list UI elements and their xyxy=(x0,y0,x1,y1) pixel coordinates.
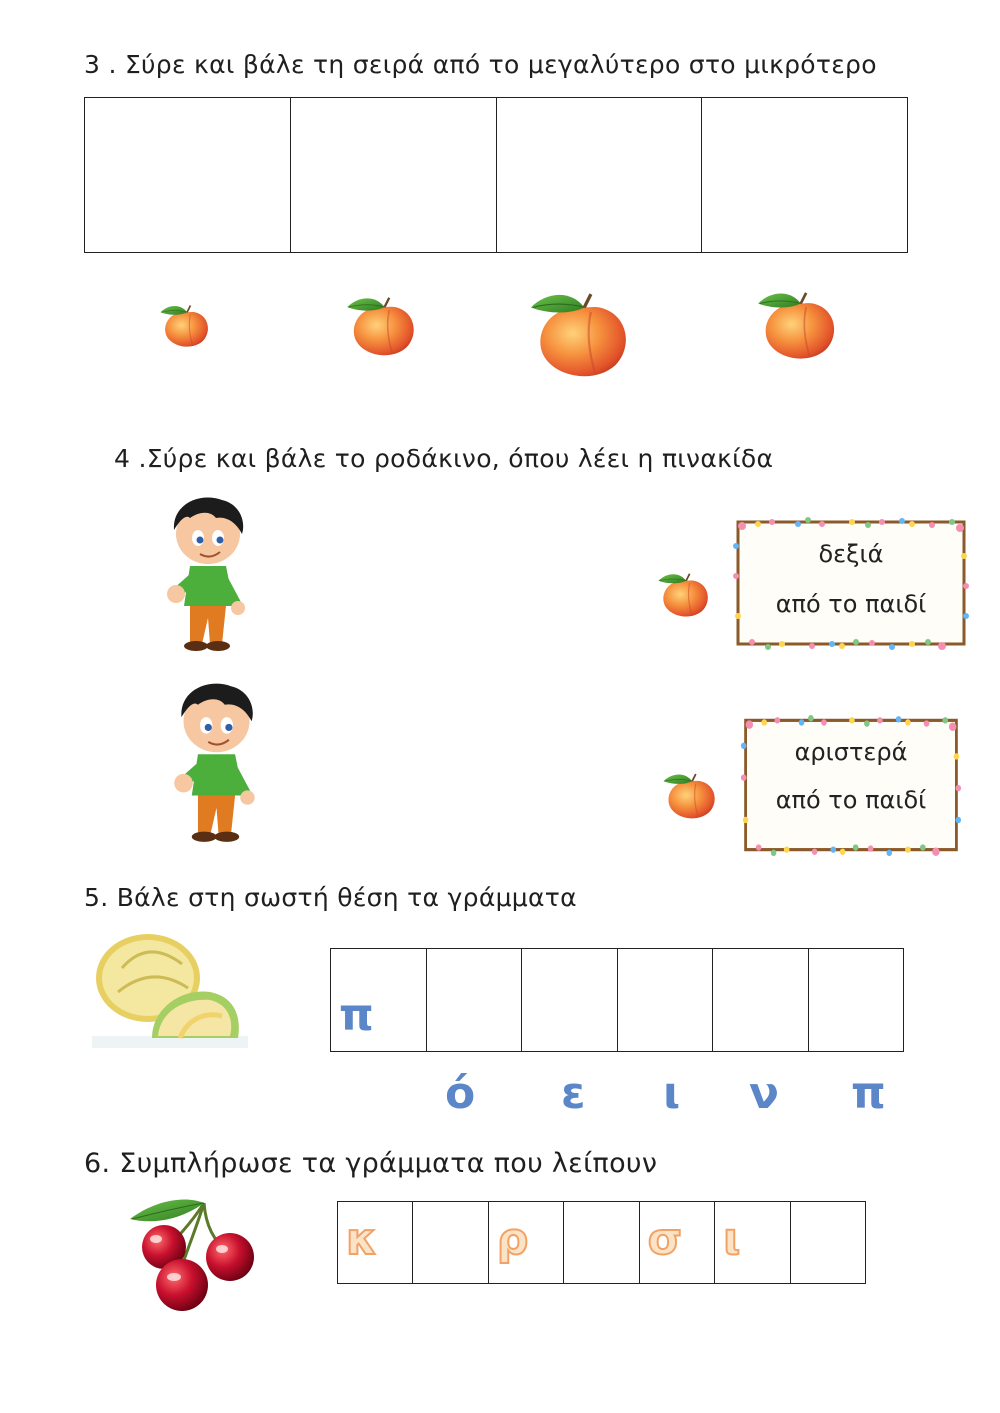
drop-box[interactable] xyxy=(85,98,291,252)
drop-box[interactable] xyxy=(291,98,497,252)
letter-box[interactable] xyxy=(713,949,809,1051)
letter-box[interactable] xyxy=(791,1202,865,1283)
letter-box[interactable] xyxy=(564,1202,639,1283)
ordering-drop-zones xyxy=(84,97,908,253)
letter-boxes xyxy=(330,948,904,1052)
section4-heading: 4 .Σύρε και βάλε το ροδάκινο, όπου λέει η πινακίδα xyxy=(114,444,774,473)
letter-given: κ xyxy=(346,1214,378,1265)
letter-given: σ xyxy=(647,1214,682,1265)
letter-filled: π xyxy=(339,990,374,1041)
letter-tile[interactable]: ό xyxy=(445,1068,476,1119)
letter-box[interactable] xyxy=(489,1202,564,1283)
drop-box[interactable] xyxy=(497,98,703,252)
letter-box[interactable] xyxy=(640,1202,715,1283)
peach-drag-1[interactable] xyxy=(652,568,718,620)
letter-tile[interactable]: ι xyxy=(663,1068,681,1119)
letter-tile[interactable]: π xyxy=(851,1068,886,1119)
letter-given: ι xyxy=(723,1214,741,1265)
peach-small[interactable] xyxy=(154,300,218,350)
sign-line-1: δεξιά xyxy=(818,540,884,568)
sign-right-of-boy xyxy=(732,516,970,650)
sign-line-2: από το παιδί xyxy=(775,590,927,618)
drop-box[interactable] xyxy=(702,98,907,252)
letter-box[interactable] xyxy=(522,949,618,1051)
missing-letters-boxes xyxy=(337,1201,866,1284)
letter-box[interactable] xyxy=(427,949,523,1051)
letter-box[interactable] xyxy=(618,949,714,1051)
letter-box[interactable] xyxy=(331,949,427,1051)
section3-heading: 3 . Σύρε και βάλε τη σειρά από το μεγαλύτερο στο μικρότερο xyxy=(84,50,877,79)
cherries-image xyxy=(120,1195,260,1315)
peach-largest[interactable] xyxy=(512,283,652,383)
sign-line-2: από το παιδί xyxy=(775,786,927,814)
section5-heading: 5. Βάλε στη σωστή θέση τα γράμματα xyxy=(84,883,577,912)
peach-drag-2[interactable] xyxy=(657,768,725,822)
letter-tile[interactable]: ε xyxy=(561,1068,586,1119)
letter-box[interactable] xyxy=(413,1202,488,1283)
letter-box[interactable] xyxy=(809,949,904,1051)
sign-left-of-boy xyxy=(740,714,962,856)
peach-medium[interactable] xyxy=(338,290,428,360)
peach-large[interactable] xyxy=(745,284,853,364)
letter-tile[interactable]: ν xyxy=(749,1068,779,1119)
letter-box[interactable] xyxy=(338,1202,413,1283)
boy-thumbs-up-image xyxy=(166,680,266,845)
sign-line-1: αριστερά xyxy=(794,738,908,766)
boy-thumbs-up-image xyxy=(160,494,255,654)
letter-box[interactable] xyxy=(715,1202,790,1283)
letter-given: ρ xyxy=(496,1214,529,1265)
melon-image xyxy=(92,928,248,1048)
section6-heading: 6. Συμπλήρωσε τα γράμματα που λείπουν xyxy=(84,1148,658,1179)
